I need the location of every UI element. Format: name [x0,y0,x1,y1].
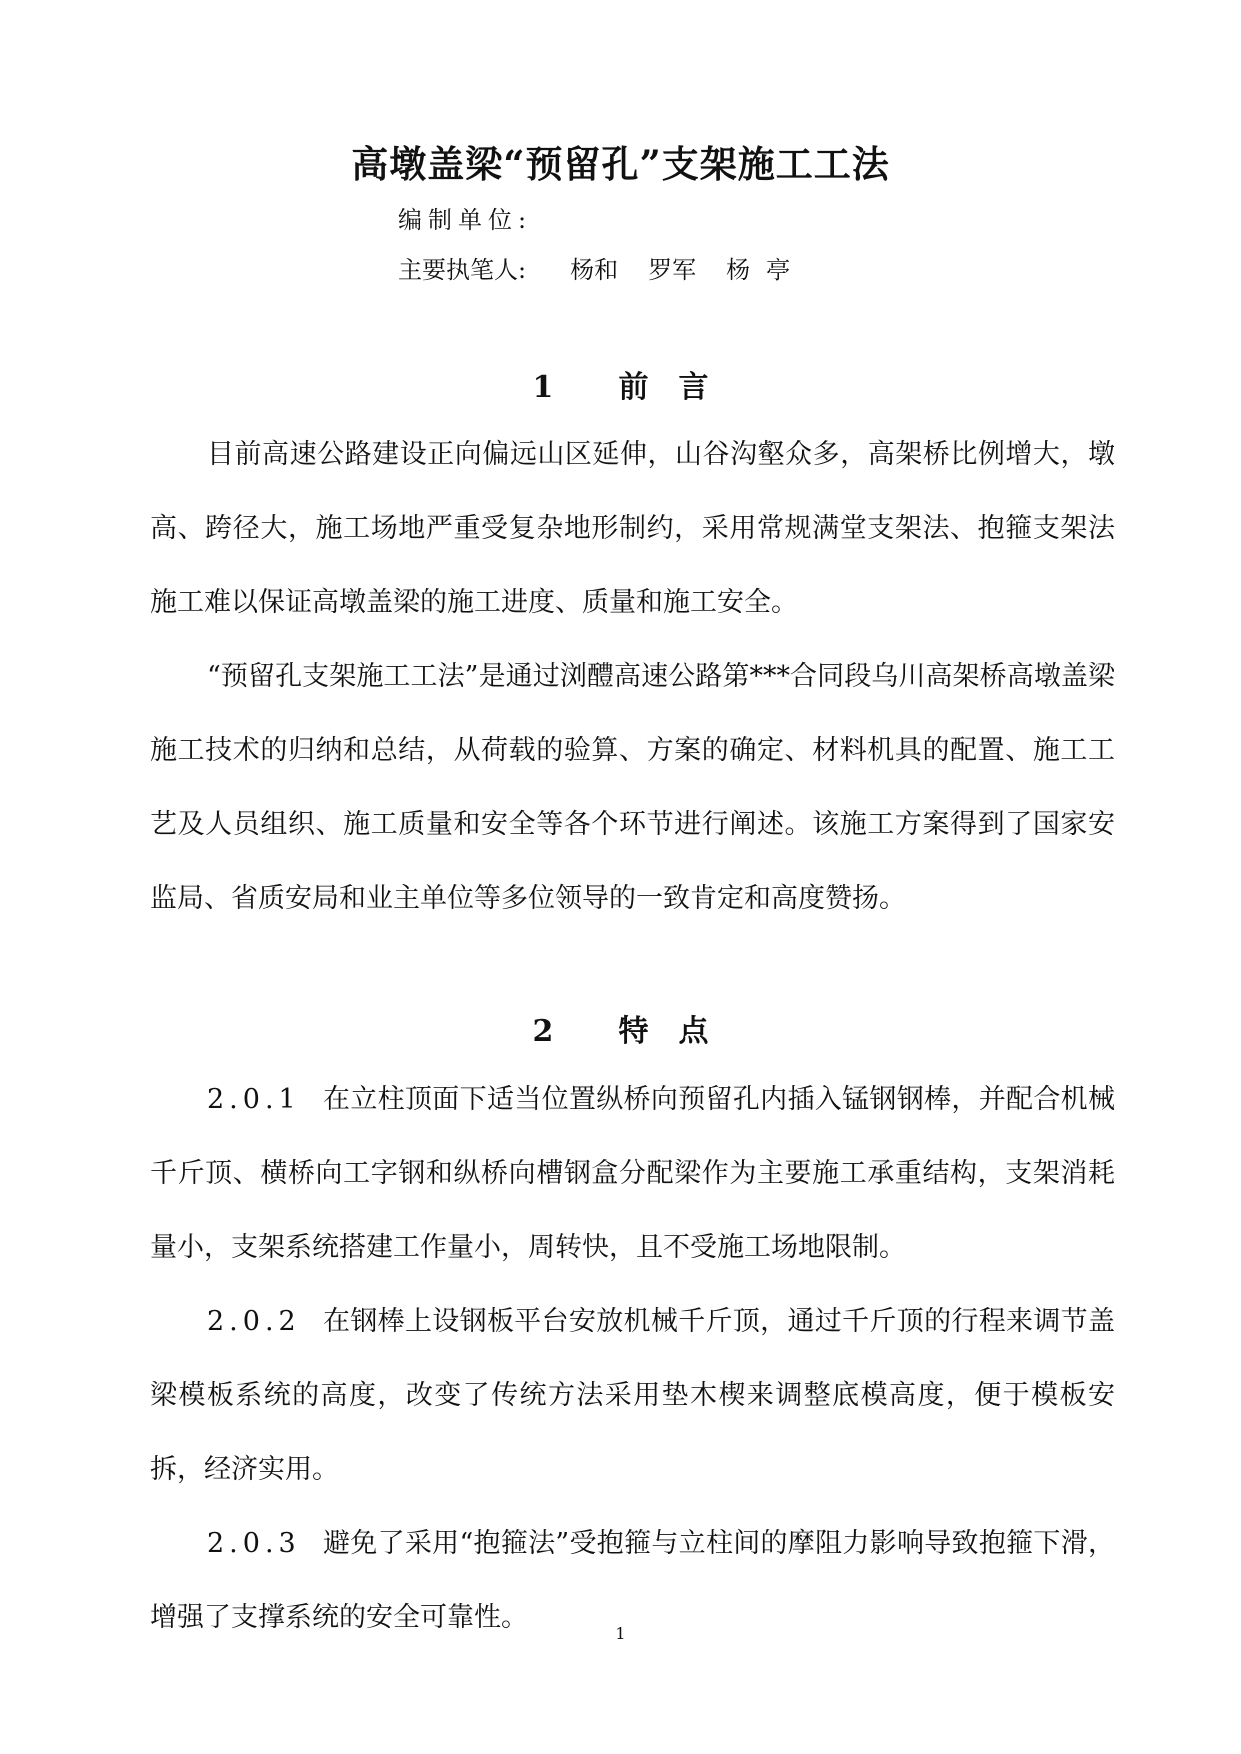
compiling-unit: 编制单位: [398,206,533,234]
section-title-char: 前 [618,370,649,405]
list-item [150,1063,1115,1285]
authors-line [398,254,790,286]
document-title: 高墩盖梁“预留孔”支架施工工法 [351,142,890,186]
section-heading-preface [0,368,1241,408]
list-item [150,1285,1115,1507]
paragraph: “预留孔支架施工工法”是通过浏醴高速公路第***合同段乌川高架桥高墩盖梁施工技术的归纳和总结，从荷载的验算、方案的确定、材料机具的配置、施工工艺及人员组织、施工质量和安全等各个环节进行阐述。该施工方案得到了国家安监局、省质安局和业主单位等多位领导的一致肯定和高度赞扬。 [150,661,1115,914]
author-name: 杨 [726,256,751,284]
page-number: 1 [615,1624,626,1643]
section-title-char: 点 [678,1014,709,1049]
item-text: 在钢棒上设钢板平台安放机械千斤顶，通过千斤顶的行程来调节盖梁模板系统的高度，改变了传统方法采用垫木楔来调整底模高度，便于模板安拆，经济实用。 [150,1306,1115,1485]
item-number: 2.0.1 [207,1084,301,1115]
item-text: 避免了采用“抱箍法”受抱箍与立柱间的摩阻力影响导致抱箍下滑，增强了支撑系统的安全可靠性。 [150,1528,1115,1633]
item-number: 2.0.3 [207,1528,301,1559]
author-name: 亭 [766,256,791,284]
section-number: 1 [532,370,554,405]
section-title-char: 特 [618,1014,649,1049]
section-heading-features [0,1012,1241,1052]
section-title-char: 言 [678,370,709,405]
author-name: 罗军 [648,256,697,284]
paragraph: 目前高速公路建设正向偏远山区延伸，山谷沟壑众多，高架桥比例增大，墩高、跨径大，施工场地严重受复杂地形制约，采用常规满堂支架法、抱箍支架法施工难以保证高墩盖梁的施工进度、质量和施工安全。 [150,439,1115,618]
item-number: 2.0.2 [207,1306,301,1337]
item-text: 在立柱顶面下适当位置纵桥向预留孔内插入锰钢钢棒，并配合机械千斤顶、横桥向工字钢和纵桥向槽钢盒分配梁作为主要施工承重结构，支架消耗量小，支架系统搭建工作量小，周转快，且不受施工场地限制。 [150,1084,1115,1263]
author-name: 杨和 [570,256,619,284]
authors-label: 主要执笔人: [398,256,527,284]
section-number: 2 [532,1014,554,1049]
